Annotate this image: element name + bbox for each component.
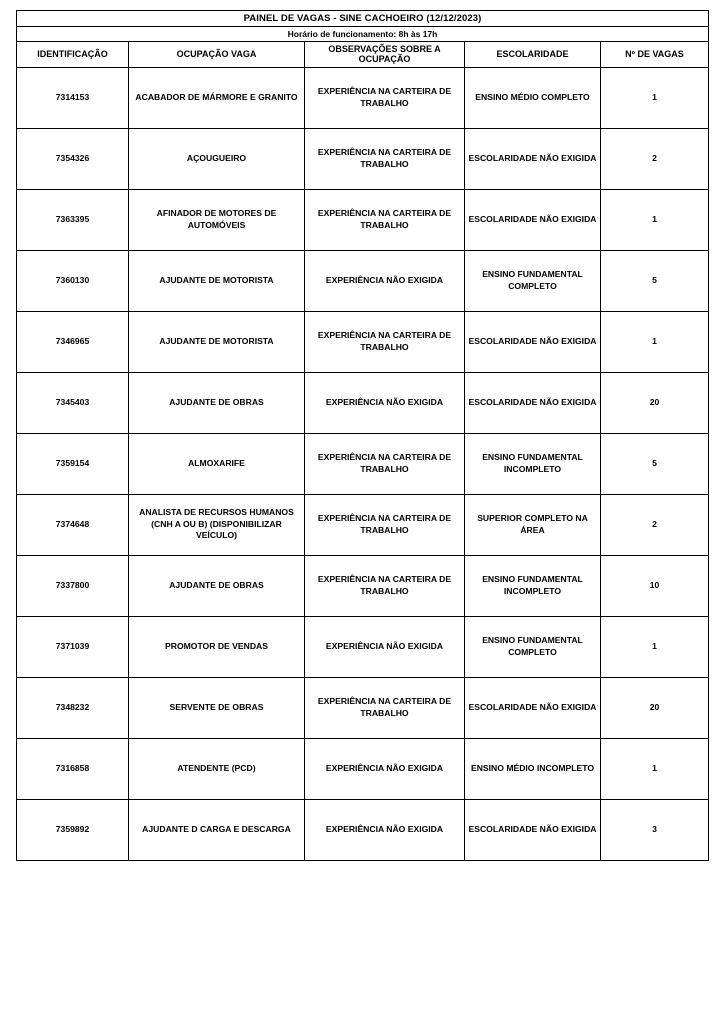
table-body xyxy=(17,67,709,860)
cell-observacoes: EXPERIÊNCIA NA CARTEIRA DE TRABALHO xyxy=(305,67,465,128)
table-row xyxy=(17,250,709,311)
cell-vagas: 5 xyxy=(601,250,709,311)
cell-identificacao: 7359892 xyxy=(17,799,129,860)
cell-observacoes: EXPERIÊNCIA NÃO EXIGIDA xyxy=(305,799,465,860)
cell-escolaridade: ENSINO FUNDAMENTAL COMPLETO xyxy=(465,616,601,677)
cell-ocupacao: AJUDANTE DE MOTORISTA xyxy=(129,311,305,372)
cell-escolaridade: ESCOLARIDADE NÃO EXIGIDA xyxy=(465,372,601,433)
table-row xyxy=(17,616,709,677)
cell-escolaridade: ESCOLARIDADE NÃO EXIGIDA xyxy=(465,311,601,372)
cell-observacoes: EXPERIÊNCIA NA CARTEIRA DE TRABALHO xyxy=(305,555,465,616)
cell-ocupacao: AJUDANTE D CARGA E DESCARGA xyxy=(129,799,305,860)
cell-escolaridade: ENSINO MÉDIO INCOMPLETO xyxy=(465,738,601,799)
cell-observacoes: EXPERIÊNCIA NA CARTEIRA DE TRABALHO xyxy=(305,311,465,372)
cell-escolaridade: ESCOLARIDADE NÃO EXIGIDA xyxy=(465,677,601,738)
table-row xyxy=(17,311,709,372)
cell-vagas: 1 xyxy=(601,311,709,372)
table-row xyxy=(17,738,709,799)
cell-identificacao: 7314153 xyxy=(17,67,129,128)
cell-ocupacao: ACABADOR DE MÁRMORE E GRANITO xyxy=(129,67,305,128)
column-header-row xyxy=(17,42,709,68)
column-header-escolaridade: ESCOLARIDADE xyxy=(465,42,601,68)
cell-observacoes: EXPERIÊNCIA NÃO EXIGIDA xyxy=(305,250,465,311)
table-row xyxy=(17,555,709,616)
cell-observacoes: EXPERIÊNCIA NA CARTEIRA DE TRABALHO xyxy=(305,128,465,189)
cell-ocupacao: AJUDANTE DE MOTORISTA xyxy=(129,250,305,311)
cell-identificacao: 7354326 xyxy=(17,128,129,189)
cell-escolaridade: ESCOLARIDADE NÃO EXIGIDA xyxy=(465,128,601,189)
cell-identificacao: 7363395 xyxy=(17,189,129,250)
cell-identificacao: 7316858 xyxy=(17,738,129,799)
cell-escolaridade: ENSINO FUNDAMENTAL INCOMPLETO xyxy=(465,433,601,494)
cell-ocupacao: AJUDANTE DE OBRAS xyxy=(129,372,305,433)
table-row xyxy=(17,799,709,860)
cell-escolaridade: ENSINO MÉDIO COMPLETO xyxy=(465,67,601,128)
cell-escolaridade: SUPERIOR COMPLETO NA ÁREA xyxy=(465,494,601,555)
cell-observacoes: EXPERIÊNCIA NA CARTEIRA DE TRABALHO xyxy=(305,677,465,738)
cell-identificacao: 7360130 xyxy=(17,250,129,311)
column-header-ocupacao: OCUPAÇÃO VAGA xyxy=(129,42,305,68)
cell-vagas: 1 xyxy=(601,616,709,677)
document-title: PAINEL DE VAGAS - SINE CACHOEIRO (12/12/2023) xyxy=(17,11,709,27)
cell-observacoes: EXPERIÊNCIA NÃO EXIGIDA xyxy=(305,372,465,433)
cell-observacoes: EXPERIÊNCIA NA CARTEIRA DE TRABALHO xyxy=(305,189,465,250)
cell-ocupacao: SERVENTE DE OBRAS xyxy=(129,677,305,738)
cell-vagas: 1 xyxy=(601,738,709,799)
cell-vagas: 20 xyxy=(601,372,709,433)
cell-identificacao: 7337800 xyxy=(17,555,129,616)
cell-escolaridade: ENSINO FUNDAMENTAL COMPLETO xyxy=(465,250,601,311)
cell-escolaridade: ENSINO FUNDAMENTAL INCOMPLETO xyxy=(465,555,601,616)
cell-observacoes: EXPERIÊNCIA NÃO EXIGIDA xyxy=(305,616,465,677)
cell-identificacao: 7359154 xyxy=(17,433,129,494)
cell-vagas: 20 xyxy=(601,677,709,738)
column-header-identificacao: IDENTIFICAÇÃO xyxy=(17,42,129,68)
cell-identificacao: 7348232 xyxy=(17,677,129,738)
table-row xyxy=(17,433,709,494)
cell-identificacao: 7371039 xyxy=(17,616,129,677)
subtitle-row xyxy=(17,27,709,42)
cell-ocupacao: ATENDENTE (PCD) xyxy=(129,738,305,799)
cell-vagas: 2 xyxy=(601,494,709,555)
cell-vagas: 1 xyxy=(601,67,709,128)
cell-ocupacao: AÇOUGUEIRO xyxy=(129,128,305,189)
cell-ocupacao: ANALISTA DE RECURSOS HUMANOS (CNH A OU B) (DISPONIBILIZAR VEÍCULO) xyxy=(129,494,305,555)
table-header xyxy=(17,11,709,68)
cell-vagas: 5 xyxy=(601,433,709,494)
cell-observacoes: EXPERIÊNCIA NA CARTEIRA DE TRABALHO xyxy=(305,494,465,555)
cell-vagas: 1 xyxy=(601,189,709,250)
table-row xyxy=(17,494,709,555)
table-row xyxy=(17,372,709,433)
cell-identificacao: 7345403 xyxy=(17,372,129,433)
cell-ocupacao: ALMOXARIFE xyxy=(129,433,305,494)
vacancies-table xyxy=(16,10,709,861)
table-row xyxy=(17,677,709,738)
table-row xyxy=(17,128,709,189)
cell-ocupacao: AJUDANTE DE OBRAS xyxy=(129,555,305,616)
document-subtitle: Horário de funcionamento: 8h às 17h xyxy=(17,27,709,42)
cell-escolaridade: ESCOLARIDADE NÃO EXIGIDA xyxy=(465,799,601,860)
cell-escolaridade: ESCOLARIDADE NÃO EXIGIDA xyxy=(465,189,601,250)
cell-observacoes: EXPERIÊNCIA NA CARTEIRA DE TRABALHO xyxy=(305,433,465,494)
cell-observacoes: EXPERIÊNCIA NÃO EXIGIDA xyxy=(305,738,465,799)
cell-vagas: 2 xyxy=(601,128,709,189)
table-row xyxy=(17,67,709,128)
column-header-observacoes: OBSERVAÇÕES SOBRE A OCUPAÇÃO xyxy=(305,42,465,68)
column-header-vagas: Nº DE VAGAS xyxy=(601,42,709,68)
cell-ocupacao: PROMOTOR DE VENDAS xyxy=(129,616,305,677)
cell-ocupacao: AFINADOR DE MOTORES DE AUTOMÓVEIS xyxy=(129,189,305,250)
cell-identificacao: 7346965 xyxy=(17,311,129,372)
cell-vagas: 3 xyxy=(601,799,709,860)
title-row xyxy=(17,11,709,27)
cell-vagas: 10 xyxy=(601,555,709,616)
cell-identificacao: 7374648 xyxy=(17,494,129,555)
table-row xyxy=(17,189,709,250)
